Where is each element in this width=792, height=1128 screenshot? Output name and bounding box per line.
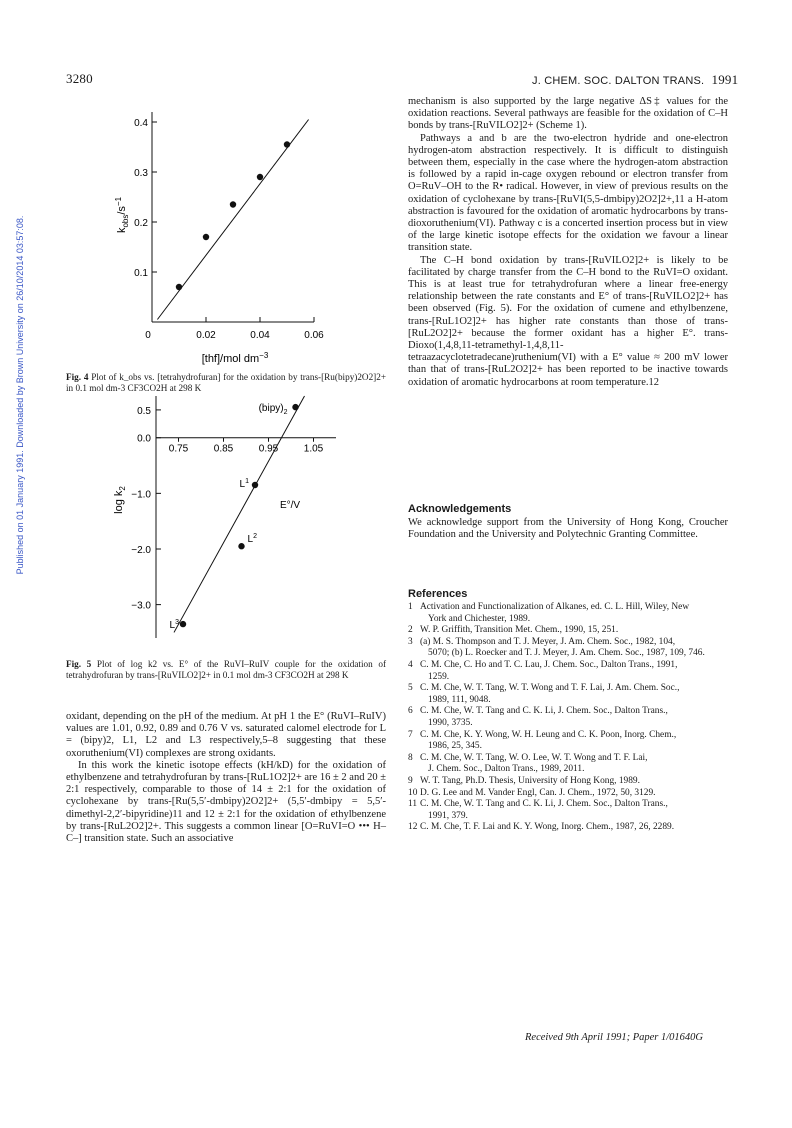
fig5-axes: [156, 396, 336, 638]
right-paragraph-2: Pathways a and b are the two-electron hydride and one-electron hydrogen-atom abstraction respectively. It is difficult to distinguish between them, especially in the case where the hydrogen-atom abstraction is followed by a rapid in-cage oxygen rebound or electron transfer from O=RuV–OH to the R• radical. However, in view of previous results on the oxidation of cyclohexane by trans-[RuVI(5,5-dmbipy)2O2]2+,11 a H-atom abstraction is favoured for the oxidation of aromatic hydrocarbons by trans-dioxoruthenium(VI). Pathway c is a concerted insertion process but in view of the large kinetic isotope effects for the oxidation we favour a linear transition state.: [408, 132, 728, 254]
fig4-ylabel: $k_{obs}/s^{-1}$: [114, 196, 130, 234]
fig5-point-label: $L^1$: [239, 478, 249, 491]
journal-name: J. CHEM. SOC. DALTON TRANS.: [532, 75, 705, 87]
reference-text: [420, 753, 734, 776]
right-paragraph-1: mechanism is also supported by the large negative ΔS‡ values for the oxidation reactions. Several pathways are feasible for the oxidation of C–H bonds by trans-[RuVILO2]2+ (Scheme 1).: [408, 96, 728, 132]
reference-text: [420, 730, 734, 753]
reference-item: [408, 753, 734, 776]
fig5-x-tick-label: 0.75: [168, 443, 189, 455]
reference-item: [408, 660, 734, 683]
fig4-caption-label: Fig. 4: [66, 372, 89, 382]
reference-text: [420, 625, 734, 637]
reference-line: Activation and Functionalization of Alkanes, ed. C. L. Hill, Wiley, New: [420, 602, 690, 612]
right-column-text: [408, 96, 728, 389]
reference-number: 1: [408, 602, 413, 612]
fig5-caption-text: Plot of log k2 vs. E° of the RuVI–RuIV couple for the oxidation of tetrahydrofuran by trans-[RuVILO2]2+ in 0.1 mol dm-3 CF3CO2H at 298 K: [66, 659, 386, 680]
fig4-y-tick-label: 0.1: [134, 268, 148, 279]
reference-line: C. M. Che, K. Y. Wong, W. H. Leung and C. K. Poon, Inorg. Chem.,: [420, 729, 677, 740]
fig5-fit-line: [174, 396, 305, 632]
fig4-data-point: [176, 284, 182, 290]
fig5-data-point: [252, 482, 258, 488]
reference-line: 1990, 3735.: [428, 717, 473, 728]
reference-text: [420, 788, 734, 800]
fig5-data-point: [180, 621, 186, 627]
fig4-caption-text: Plot of k_obs vs. [tetrahydrofuran] for the oxidation by trans-[Ru(bipy)2O2]2+ in 0.1 mol dm-3 CF3CO2H at 298 K: [66, 372, 386, 393]
journal-header: [532, 72, 738, 88]
fig4-chart: [100, 100, 340, 370]
reference-text: [420, 660, 734, 683]
received-line: Received 9th April 1991; Paper 1/01640G: [525, 1032, 703, 1043]
left-column-text: [66, 711, 386, 845]
reference-line: York and Chichester, 1989.: [428, 613, 531, 624]
reference-item: [408, 683, 734, 706]
download-stamp: Published on 01 January 1991. Downloaded by Brown University on 26/10/2014 03:57:08.: [15, 215, 25, 575]
reference-text: [420, 822, 734, 834]
reference-text: [420, 776, 734, 788]
fig4-x-tick-label: 0: [145, 330, 151, 341]
fig4-data-point: [284, 141, 290, 147]
fig4-x-tick-label: 0.02: [196, 330, 216, 341]
fig4-data-point: [203, 234, 209, 240]
reference-line: D. G. Lee and M. Vander Engl, Can. J. Chem., 1972, 50, 3129.: [420, 787, 656, 798]
page-number: 3280: [66, 71, 93, 86]
reference-item: [408, 822, 734, 834]
references-section: [408, 588, 734, 834]
reference-item: [408, 730, 734, 753]
reference-item: [408, 799, 734, 822]
fig4-x-tick-label: 0.04: [250, 330, 270, 341]
reference-line: 5070; (b) L. Roecker and T. J. Meyer, J. Am. Chem. Soc., 1987, 109, 746.: [428, 648, 705, 659]
fig5-y-tick-label: −3.0: [131, 600, 151, 612]
fig5-data-point: [238, 543, 244, 549]
reference-number: 2: [408, 625, 413, 636]
fig5-caption: [66, 659, 386, 681]
reference-line: C. M. Che, C. Ho and T. C. Lau, J. Chem. Soc., Dalton Trans., 1991,: [420, 659, 678, 670]
reference-item: [408, 625, 734, 637]
right-paragraph-3: The C–H bond oxidation by trans-[RuVILO2]2+ is likely to be facilitated by charge transfer from the C–H bond to the RuVI=O oxidant. This is at least true for tetrahydrofuran where a linear free-energy relationship between the rate constants and E° of trans-[RuVILO2]2+ has been observed (Fig. 5). For the oxidation of cumene and ethylbenzene, trans-[RuL1O2]2+ has higher rate constants than those of trans-[RuL2O2]2+ because the former oxidant has a higher E°. trans-Dioxo(1,4,8,11-tetramethyl-1,4,8,11-tetraazacyclotetradecane)ruthenium(VI) with a E° value ≈ 200 mV lower than that of trans-[RuL2O2]2+ has been reported to be inactive towards oxidation of aromatic hydrocarbons at room temperature.12: [408, 254, 728, 388]
reference-number: 3: [408, 636, 413, 647]
reference-line: C. M. Che, W. T. Tang and C. K. Li, J. Chem. Soc., Dalton Trans.,: [420, 706, 668, 717]
fig5-y-tick-label: −1.0: [131, 489, 151, 501]
reference-item: [408, 788, 734, 800]
fig5-ylabel: $\log k_2$: [113, 486, 127, 514]
reference-number: 7: [408, 729, 413, 740]
fig5-point-label: $L^3$: [169, 619, 179, 632]
reference-text: [420, 637, 734, 660]
reference-line: W. P. Griffith, Transition Met. Chem., 1990, 15, 251.: [420, 625, 619, 636]
reference-text: [420, 799, 734, 822]
reference-line: J. Chem. Soc., Dalton Trans., 1989, 2011.: [428, 764, 585, 775]
fig4-ticks: [134, 118, 324, 341]
reference-item: [408, 602, 734, 625]
fig5-y-tick-label: 0.0: [137, 433, 151, 445]
reference-number: 5: [408, 683, 413, 694]
reference-number: 6: [408, 706, 413, 717]
journal-year: 1991: [711, 72, 739, 87]
left-paragraph-1: oxidant, depending on the pH of the medium. At pH 1 the E° (RuVI–RuIV) values are 1.01, 0.92, 0.89 and 0.76 V vs. saturated calomel electrode for L = (bipy)2, L1, L2 and L3 respectively,5–8 suggesting that these oxoruthenium(VI) complexes are strong oxidants.: [66, 711, 386, 759]
reference-text: [420, 706, 734, 729]
left-paragraph-2: In this work the kinetic isotope effects (kH/kD) for the oxidation of ethylbenzene and tetrahydrofuran by trans-[RuL1O2]2+ are 16 ± 2 and 20 ± 2:1 respectively, comparable to those of 14 ± 2:1 for the oxidation of cyclohexane by trans-[Ru(5,5′-dmbipy)2O2]2+ (5,5′-dmbipy = 5,5′-dimethyl-2,2′-bipyridine)11 and 12 ± 2:1 for the oxidation of ethylbenzene by trans-[RuL2O2]2+. This suggests a common linear [O=RuVI=O ••• H–C–] transition state. Such an associative: [66, 759, 386, 845]
fig5-x-tick-label: 1.05: [303, 443, 324, 455]
reference-line: 1259.: [428, 671, 450, 682]
fig4-x-tick-label: 0.06: [304, 330, 324, 341]
reference-item: [408, 776, 734, 788]
fig4-xlabel: [thf]/mol $dm^{-3}$: [201, 351, 269, 365]
reference-number: 11: [408, 799, 418, 810]
fig4-y-tick-label: 0.3: [134, 168, 148, 179]
acknowledgements-heading: Acknowledgements: [408, 503, 512, 515]
reference-line: C. M. Che, W. T. Tang, W. O. Lee, W. T. Wong and T. F. Lai,: [420, 752, 648, 763]
reference-text: [420, 602, 734, 625]
reference-line: 1989, 111, 9048.: [428, 694, 491, 705]
fig5-regression-line: [174, 396, 305, 632]
fig4-points: [176, 141, 290, 290]
reference-item: [408, 637, 734, 660]
fig5-caption-label: Fig. 5: [66, 659, 92, 669]
reference-line: C. M. Che, W. T. Tang, W. T. Wong and T. F. Lai, J. Am. Chem. Soc.,: [420, 683, 680, 694]
reference-number: 4: [408, 659, 413, 670]
fig4-data-point: [230, 201, 236, 207]
reference-item: [408, 706, 734, 729]
references-heading: References: [408, 588, 468, 600]
reference-line: W. T. Tang, Ph.D. Thesis, University of Hong Kong, 1989.: [420, 775, 640, 786]
fig5-data-point: [292, 404, 298, 410]
reference-line: 1986, 25, 345.: [428, 741, 482, 752]
fig5-y-tick-label: −2.0: [131, 544, 151, 556]
reference-number: 9: [408, 775, 413, 786]
acknowledgements-text: We acknowledge support from the University of Hong Kong, Croucher Foundation and the University and Polytechnic Granting Committee.: [408, 517, 728, 541]
fig5-xlabel: E°/V: [279, 500, 301, 511]
fig4-y-tick-label: 0.2: [134, 218, 148, 229]
fig5-point-label: $L^2$: [247, 533, 257, 546]
reference-line: C. M. Che, W. T. Tang and C. K. Li, J. Chem. Soc., Dalton Trans.,: [420, 799, 668, 810]
references-list: [408, 602, 734, 834]
reference-number: 10: [408, 787, 418, 798]
fig5-x-tick-label: 0.95: [258, 443, 279, 455]
fig5-x-tick-label: 0.85: [213, 443, 234, 455]
fig4-y-tick-label: 0.4: [134, 118, 148, 129]
fig5-point-label: $(bipy)_2$: [258, 403, 288, 417]
acknowledgements-section: [408, 503, 728, 541]
reference-line: 1991, 379.: [428, 810, 468, 821]
fig5-chart: [100, 390, 350, 655]
reference-number: 12: [408, 822, 418, 833]
fig5-y-tick-label: 0.5: [137, 405, 151, 417]
fig4-data-point: [257, 174, 263, 180]
reference-text: [420, 683, 734, 706]
reference-line: C. M. Che, T. F. Lai and K. Y. Wong, Inorg. Chem., 1987, 26, 2289.: [420, 822, 675, 833]
reference-number: 8: [408, 752, 413, 763]
reference-line: (a) M. S. Thompson and T. J. Meyer, J. Am. Chem. Soc., 1982, 104,: [420, 636, 676, 647]
